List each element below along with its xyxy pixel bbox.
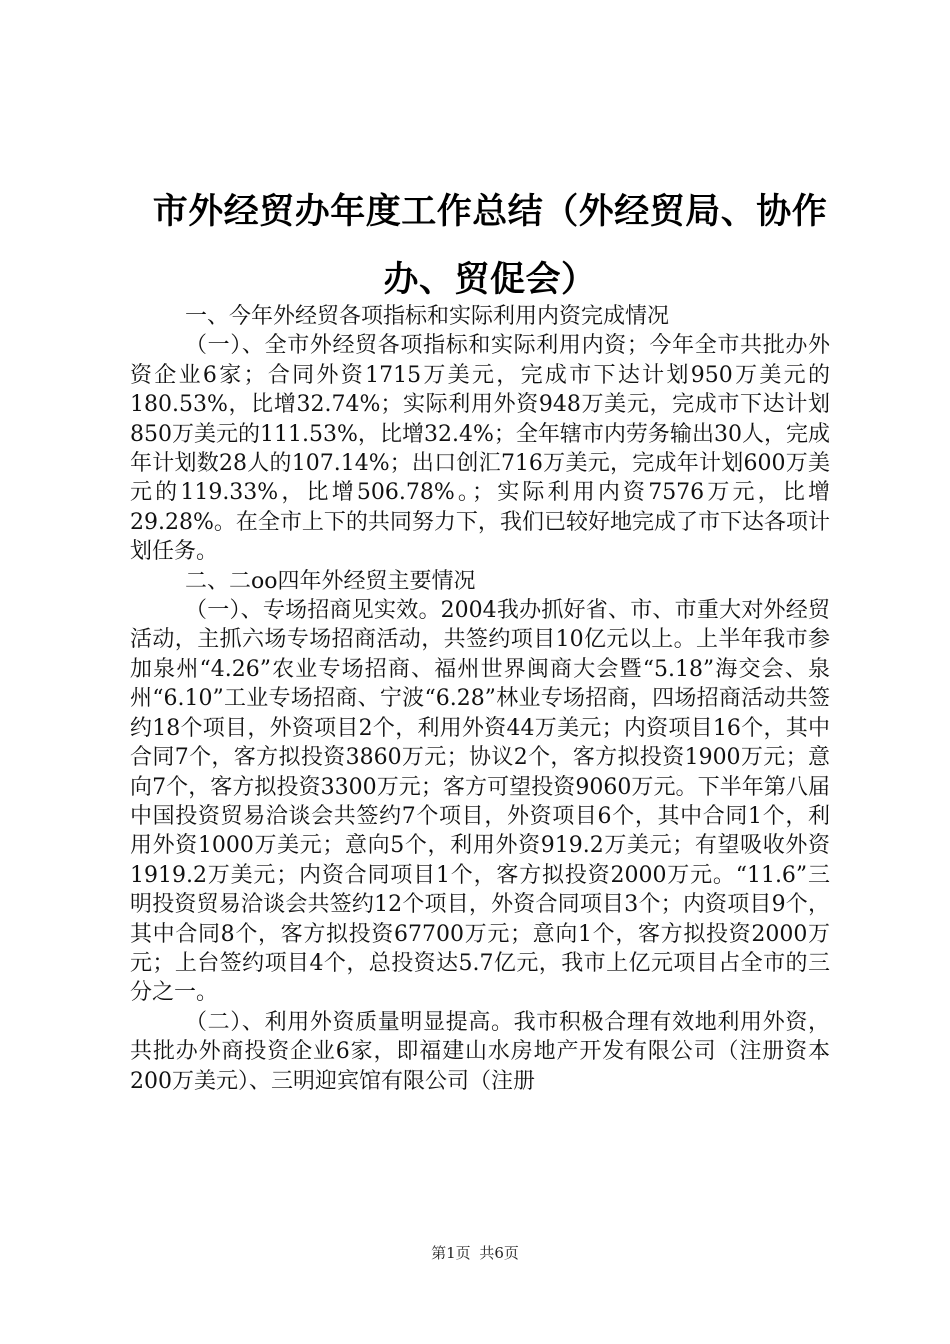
paragraph-investment-events: （一）、专场招商见实效。2004我办抓好省、市、市重大对外经贸活动，主抓六场专场招商活动，共签约项目10亿元以上。上半年我市参加泉州“4.26”农业专场招商、福州世界闽商大会暨“5.18”海交会、泉州“6.10”工业专场招商、宁波“6.28”林业专场招商，四场招商活动共签约18个项目，外资项目2个，利用外资44万美元；内资项目16个，其中合同7个，客方拟投资3860万元；协议2个，客方拟投资1900万元；意向7个，客方拟投资3300万元；客方可望投资9060万元。下半年第八届中国投资贸易洽谈会共签约7个项目，外资项目6个，其中合同1个，利用外资1000万美元；意向5个，利用外资919.2万美元；有望吸收外资1919.2万美元；内资合同项目1个，客方拟投资2000万元。“11.6”三明投资贸易洽谈会共签约12个项目，外资合同项目3个；内资项目9个，其中合同8个，客方拟投资67700万元；意向1个，客方拟投资2000万元；上台签约项目4个，总投资达5.7亿元，我市上亿元项目占全市的三分之一。 — [130, 598, 830, 1006]
page-total: 共6页 — [479, 1244, 519, 1262]
document-body — [130, 302, 830, 1096]
section-heading-2: 二、二oo四年外经贸主要情况 — [185, 568, 476, 594]
page-number: 第1页 — [431, 1244, 471, 1262]
paragraph-indicators: （一）、全市外经贸各项指标和实际利用内资；今年全市共批办外资企业6家；合同外资1715万美元，完成市下达计划950万美元的180.53%，比增32.74%；实际利用外资948万美元，完成市下达计划850万美元的111.53%，比增32.4%；全年辖市内劳务输出30人，完成年计划数28人的107.14%；出口创汇716万美元，完成年计划600万美元的119.33%，比增506.78%。；实际利用内资7576万元，比增29.28%。在全市上下的共同努力下，我们已较好地完成了市下达各项计划任务。 — [130, 333, 830, 565]
page-footer — [0, 1242, 950, 1263]
paragraph-foreign-capital: （二）、利用外资质量明显提高。我市积极合理有效地利用外资，共批办外商投资企业6家，即福建山水房地产开发有限公司（注册资本200万美元）、三明迎宾馆有限公司（注册 — [130, 1009, 830, 1094]
section-heading-1: 一、今年外经贸各项指标和实际利用内资完成情况 — [185, 304, 670, 329]
document-title: 市外经贸办年度工作总结（外经贸局、协作办、贸促会） — [152, 192, 828, 300]
